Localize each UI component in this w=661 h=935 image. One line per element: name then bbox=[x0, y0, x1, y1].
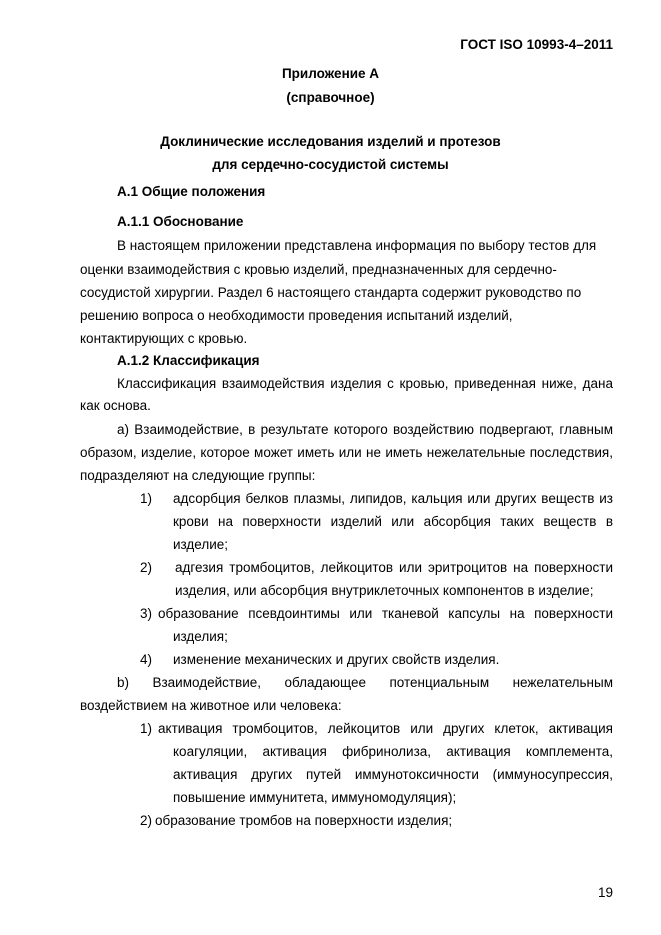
sublist-number: 1) bbox=[140, 491, 153, 506]
sublist-line: активация тромбоцитов, лейкоцитов или других клеток, активация bbox=[158, 721, 613, 736]
sublist-line: изделия, или абсорбция внутриклеточных компонентов в изделие; bbox=[175, 583, 594, 598]
paragraph-line: Классификация взаимодействия изделия с кровью, приведенная ниже, дана bbox=[117, 376, 613, 391]
annex-subtitle: (справочное) bbox=[286, 90, 375, 105]
paragraph-line: подразделяют на следующие группы: bbox=[80, 468, 316, 483]
paragraph-line: как основа. bbox=[80, 398, 151, 413]
sublist-number: 2) bbox=[140, 560, 153, 575]
paragraph-line: В настоящем приложении представлена информация по выбору тестов для bbox=[117, 238, 597, 253]
section-a1-heading: А.1 Общие положения bbox=[117, 184, 266, 199]
sublist-number: 4) bbox=[140, 652, 153, 667]
sublist-line: образование псевдоинтимы или тканевой капсулы на поверхности bbox=[158, 606, 613, 621]
paragraph-line: оценки взаимодействия с кровью изделий, предназначенных для сердечно- bbox=[80, 262, 557, 277]
paragraph-line: воздействием на животное или человека: bbox=[80, 698, 342, 713]
sublist-line: изделие; bbox=[173, 537, 229, 552]
paragraph-line: контактирующих с кровью. bbox=[80, 331, 248, 346]
sublist-line: изменение механических и других свойств изделия. bbox=[173, 652, 500, 667]
section-a12-heading: А.1.2 Классификация bbox=[117, 353, 260, 368]
annex-heading-line-2: для сердечно-сосудистой системы bbox=[212, 157, 449, 172]
list-item-b: b) Взаимодействие, обладающее потенциальным нежелательным bbox=[117, 675, 613, 690]
sublist-line: адсорбция белков плазмы, липидов, кальция или других веществ из bbox=[173, 491, 613, 506]
sublist-line: изделия; bbox=[173, 629, 228, 644]
sublist-line: образование тромбов на поверхности изделия; bbox=[155, 813, 453, 828]
sublist-line: крови на поверхности изделий или абсорбция таких веществ в bbox=[173, 514, 613, 529]
sublist-number: 1) bbox=[140, 721, 153, 736]
sublist-number: 3) bbox=[140, 606, 153, 621]
page-number: 19 bbox=[597, 885, 613, 900]
paragraph-line: решению вопроса о необходимости проведения испытаний изделий, bbox=[80, 308, 513, 323]
annex-title: Приложение А bbox=[281, 66, 380, 81]
sublist-number: 2) bbox=[140, 813, 153, 828]
sublist-line: повышение иммунитета, иммуномодуляция); bbox=[173, 790, 457, 805]
document-code: ГОСТ ISO 10993-4–2011 bbox=[460, 37, 613, 52]
sublist-line: активация других путей иммунотоксичности (иммуносупрессия, bbox=[173, 767, 613, 782]
list-item-a: a) Взаимодействие, в результате которого воздействию подвергают, главным bbox=[117, 422, 613, 437]
sublist-line: коагуляции, активация фибринолиза, активация комплемента, bbox=[173, 744, 613, 759]
paragraph-line: сосудистой хирургии. Раздел 6 настоящего стандарта содержит руководство по bbox=[80, 285, 582, 300]
annex-heading-line-1: Доклинические исследования изделий и протезов bbox=[160, 134, 501, 149]
paragraph-line: образом, изделие, которое может иметь или не иметь нежелательные последствия, bbox=[80, 445, 613, 460]
section-a11-heading: А.1.1 Обоснование bbox=[117, 214, 244, 229]
sublist-line: адгезия тромбоцитов, лейкоцитов или эритроцитов на поверхности bbox=[175, 560, 613, 575]
